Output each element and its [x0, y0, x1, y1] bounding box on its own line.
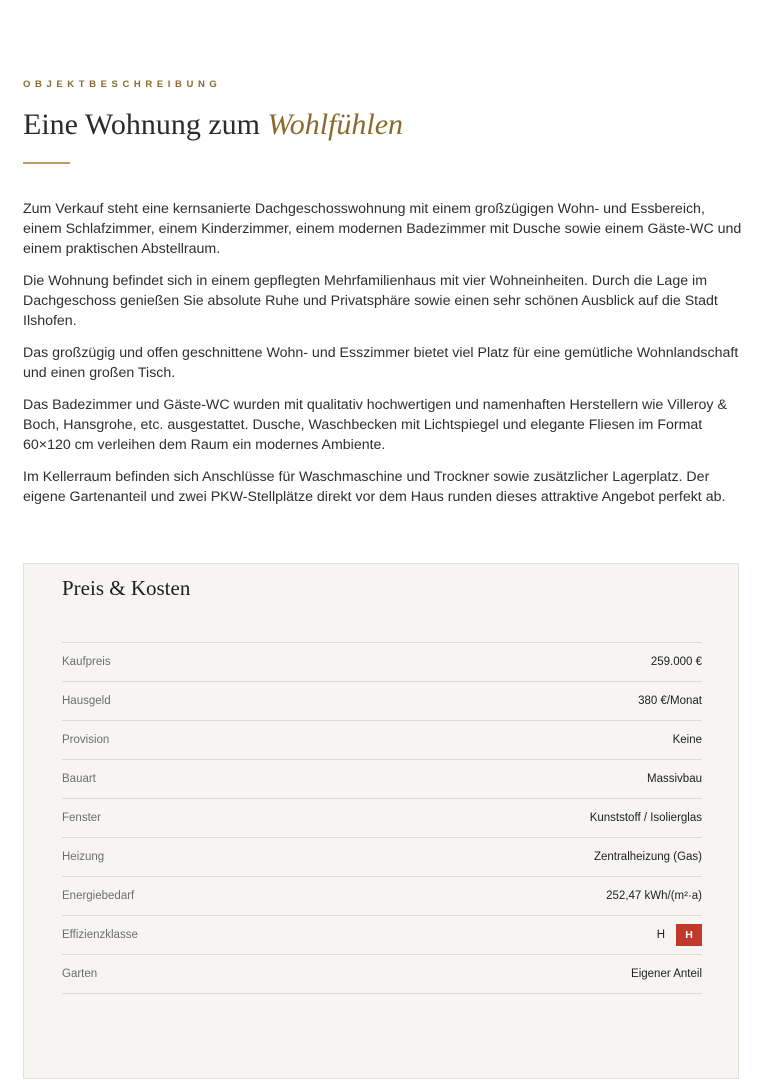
costs-label: Effizienzklasse: [62, 929, 138, 941]
costs-value: 252,47 kWh/(m²·a): [606, 890, 702, 902]
title-accent: Wohlfühlen: [267, 108, 404, 141]
costs-label: Bauart: [62, 773, 96, 785]
costs-label: Heizung: [62, 851, 105, 863]
description-paragraph: Das Badezimmer und Gäste-WC wurden mit qualitativ hochwertigen und namenhaften Herstellern wie Villeroy & Boch, Hansgrohe, etc. ausgestattet. Dusche, Waschbecken mit Lichtspiegel und elegante Fliesen im Format 60×120 cm verleihen dem Raum ein modernes Ambiente.: [23, 397, 727, 453]
costs-value: Massivbau: [647, 773, 702, 785]
description: [23, 199, 743, 519]
costs-value: Kunststoff / Isolierglas: [589, 812, 702, 824]
costs-row-provision: [62, 721, 702, 760]
costs-label: Kaufpreis: [62, 656, 111, 668]
costs-value: Keine: [672, 734, 702, 746]
costs-label: Hausgeld: [62, 695, 111, 707]
efficiency-class-text: H: [656, 929, 665, 941]
costs-title: Preis & Kosten: [62, 576, 191, 600]
costs-value: 380 €/Monat: [638, 695, 702, 707]
description-paragraph: Die Wohnung befindet sich in einem gepflegten Mehrfamilienhaus mit vier Wohneinheiten. Durch die Lage im Dachgeschoss genießen Sie absolute Ruhe und Privatsphäre sowie einen sehr schönen Ausblick auf die Stadt Ilshofen.: [23, 273, 718, 329]
costs-row-fenster: [62, 799, 702, 838]
costs-value: [657, 924, 702, 946]
costs-value: 259.000 €: [650, 656, 702, 668]
description-paragraph: Zum Verkauf steht eine kernsanierte Dachgeschosswohnung mit einem großzügigen Wohn- und Essbereich, einem Schlafzimmer, einem Kinderzimmer, einem modernen Badezimmer mit Dusche sowie einem Gäste-WC und einem praktischen Abstellraum.: [23, 201, 742, 257]
costs-row-energiebedarf: [62, 877, 702, 916]
costs-value: Zentralheizung (Gas): [593, 851, 702, 863]
costs-row-effizienzklasse: [62, 916, 702, 955]
costs-row-kaufpreis: [62, 643, 702, 682]
costs-row-heizung: [62, 838, 702, 877]
description-paragraph: Im Kellerraum befinden sich Anschlüsse für Waschmaschine und Trockner sowie zusätzlicher Lagerplatz. Der eigene Gartenanteil und zwei PKW-Stellplätze direkt vor dem Haus runden dieses attraktive Angebot perfekt ab.: [23, 469, 726, 505]
costs-label: Energiebedarf: [62, 890, 135, 902]
title-plain: Eine Wohnung zum: [23, 108, 260, 141]
costs-row-hausgeld: [62, 682, 702, 721]
costs-label: Garten: [62, 968, 98, 980]
costs-row-bauart: [62, 760, 702, 799]
costs-row-garten: [62, 955, 702, 994]
costs-label: Fenster: [62, 812, 101, 824]
section-eyebrow: OBJEKTBESCHREIBUNG: [23, 79, 222, 90]
costs-panel: [23, 563, 739, 1079]
title-divider: [23, 162, 70, 164]
section-title: [23, 108, 403, 142]
costs-value: Eigener Anteil: [631, 968, 702, 980]
efficiency-class-badge: H: [676, 924, 702, 946]
costs-label: Provision: [62, 734, 110, 746]
costs-table: [62, 642, 702, 994]
description-paragraph: Das großzügig und offen geschnittene Wohn- und Esszimmer bietet viel Platz für eine gemütliche Wohnlandschaft und einen großen Tisch.: [23, 345, 739, 381]
